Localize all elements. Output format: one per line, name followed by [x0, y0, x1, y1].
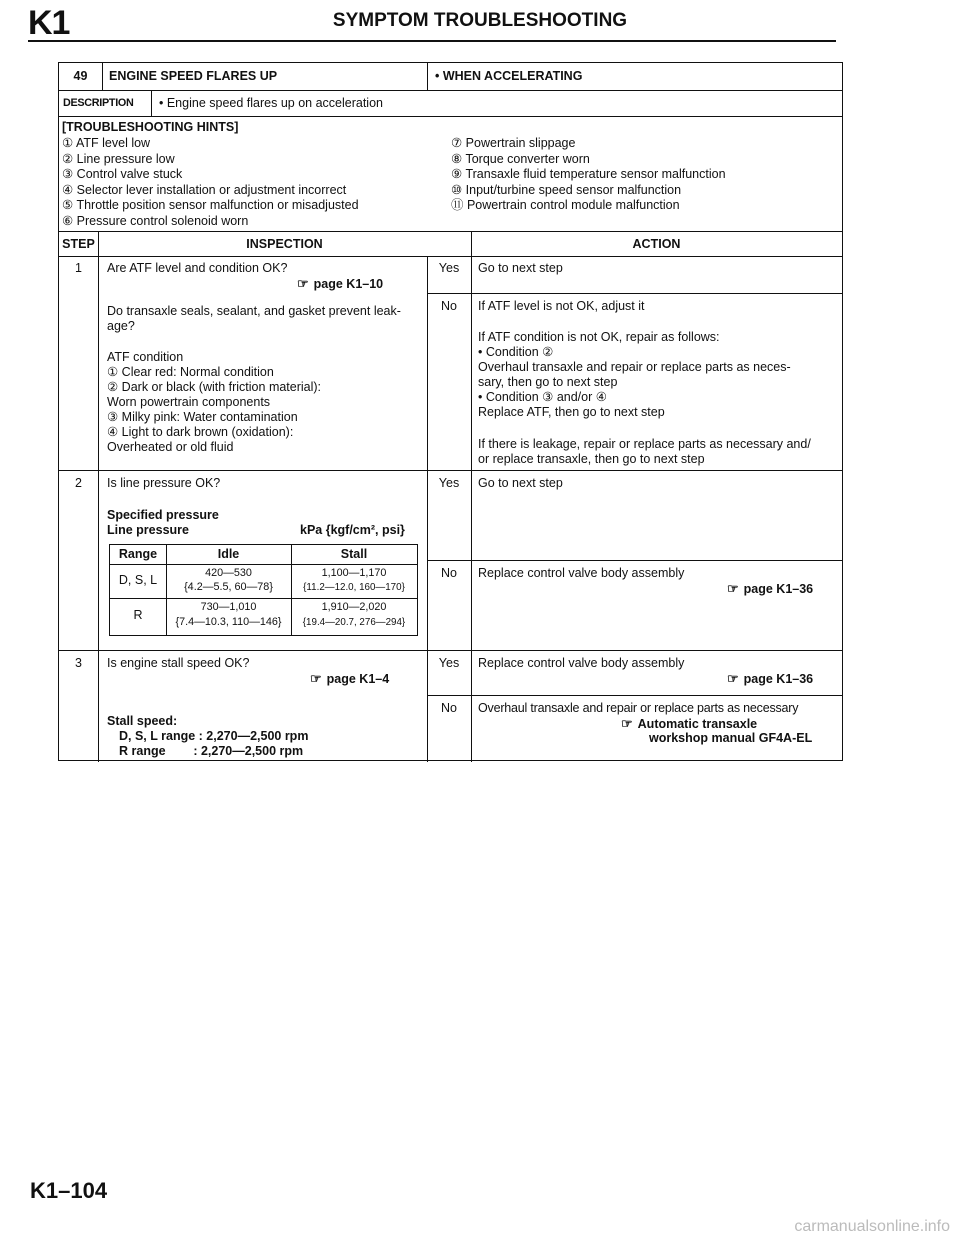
step1-no-action: If there is leakage, repair or replace parts as necessary and/ [478, 437, 811, 451]
atf-condition-item: ④ Light to dark brown (oxidation): [107, 425, 294, 439]
divider [427, 560, 842, 561]
no-label: No [441, 701, 457, 715]
yes-label: Yes [438, 261, 460, 275]
pressure-header-stall: Stall [340, 547, 368, 561]
hints-title: [TROUBLESHOOTING HINTS] [62, 120, 239, 134]
divider [102, 63, 103, 90]
header-inspection: INSPECTION [246, 237, 323, 251]
divider [59, 256, 842, 257]
symptom-name: ENGINE SPEED FLARES UP [109, 69, 278, 83]
hint-item: ⑪ Powertrain control module malfunction [451, 198, 680, 212]
divider [110, 564, 417, 565]
hint-item: ⑥ Pressure control solenoid worn [62, 213, 249, 228]
hint-item: ⑧ Torque converter worn [451, 151, 590, 166]
pressure-stall: 1,910—2,020 [321, 601, 387, 613]
step3-no-action: Overhaul transaxle and repair or replace parts as necessary [478, 701, 799, 715]
description-label: DESCRIPTION [63, 97, 134, 109]
step1-no-action: • Condition ② [478, 345, 554, 359]
hint-item: ② Line pressure low [62, 151, 175, 166]
divider [59, 90, 842, 91]
pressure-range: D, S, L [118, 573, 158, 587]
atf-condition-item: Worn powertrain components [107, 395, 271, 409]
page-number: K1–104 [30, 1178, 108, 1203]
step2-yes-action: Go to next step [478, 476, 563, 490]
step1-yes-action: Go to next step [478, 261, 563, 275]
divider [59, 470, 842, 471]
no-label: No [441, 299, 457, 313]
pressure-stall: {11.2—12.0, 160—170} [303, 582, 405, 593]
step1-no-action: Replace ATF, then go to next step [478, 405, 665, 419]
troubleshooting-table [58, 62, 843, 761]
step1-question: Are ATF level and condition OK? [107, 261, 288, 275]
pressure-header-range: Range [118, 547, 158, 561]
no-label: No [441, 566, 457, 580]
atf-condition-item: Overheated or old fluid [107, 440, 234, 454]
spec-title: Specified pressure [107, 508, 219, 522]
header-step: STEP [62, 237, 95, 251]
section-code: K1 [28, 4, 70, 42]
stall-line: D, S, L range : 2,270—2,500 rpm [119, 729, 309, 743]
header-action: ACTION [632, 237, 681, 251]
pressure-table [109, 544, 418, 636]
pressure-idle: 420—530 [205, 567, 252, 579]
pressure-stall: {19.4—20.7, 276—294} [302, 617, 406, 628]
spec-label: Line pressure [107, 523, 189, 537]
hint-item: ⑤ Throttle position sensor malfunction or misadjusted [62, 198, 359, 212]
spec-unit: kPa {kgf/cm², psi} [300, 523, 405, 537]
pressure-header-idle: Idle [217, 547, 240, 561]
divider [471, 256, 472, 762]
yes-label: Yes [438, 656, 460, 670]
stall-line: R range : 2,270—2,500 rpm [119, 744, 304, 758]
hint-item: ③ Control valve stuck [62, 167, 183, 181]
step1-page-ref: ☞ page K1–10 [297, 276, 383, 292]
step2-question: Is line pressure OK? [107, 476, 221, 490]
divider [110, 598, 417, 599]
symptom-number: 49 [73, 69, 88, 83]
watermark: carmanualsonline.info [794, 1218, 950, 1235]
step3-page-ref: ☞ page K1–4 [310, 671, 389, 687]
step1-no-action: sary, then go to next step [478, 375, 618, 389]
atf-condition-item: ③ Milky pink: Water contamination [107, 410, 298, 424]
symptom-condition: • WHEN ACCELERATING [435, 69, 583, 83]
divider [427, 695, 842, 696]
step3-yes-page-ref: ☞ page K1–36 [727, 671, 813, 687]
hint-item: ⑦ Powertrain slippage [451, 136, 576, 150]
step1-no-action: If ATF level is not OK, adjust it [478, 299, 645, 313]
page-title: SYMPTOM TROUBLESHOOTING [332, 10, 628, 31]
step1-no-action: or replace transaxle, then go to next step [478, 452, 705, 466]
step1-no-action: • Condition ③ and/or ④ [478, 390, 607, 404]
header-rule [28, 40, 836, 42]
step2-no-page-ref: ☞ page K1–36 [727, 581, 813, 597]
stall-title: Stall speed: [107, 714, 178, 728]
step1-no-action: Overhaul transaxle and repair or replace parts as neces- [478, 360, 791, 374]
step3-no-ref: ☞ Automatic transaxle [621, 716, 757, 732]
hint-item: ⑩ Input/turbine speed sensor malfunction [451, 182, 682, 197]
step3-no-ref: workshop manual GF4A-EL [649, 731, 813, 745]
pressure-range: R [133, 608, 143, 622]
hint-item: ① ATF level low [62, 136, 151, 150]
divider [427, 293, 842, 294]
divider [151, 90, 152, 116]
divider [59, 231, 842, 232]
step1-leak-question: age? [107, 319, 135, 333]
step2-no-action: Replace control valve body assembly [478, 566, 685, 580]
step3-question: Is engine stall speed OK? [107, 656, 250, 670]
atf-condition-title: ATF condition [107, 350, 184, 364]
step-number: 2 [75, 476, 82, 490]
pressure-idle: 730—1,010 [200, 601, 257, 613]
description-text: • Engine speed flares up on acceleration [159, 96, 383, 110]
atf-condition-item: ① Clear red: Normal condition [107, 365, 274, 379]
step-number: 1 [75, 261, 82, 275]
divider [98, 231, 99, 762]
yes-label: Yes [438, 476, 460, 490]
hint-item: ⑨ Transaxle fluid temperature sensor malfunction [451, 167, 726, 181]
divider [59, 650, 842, 651]
divider [427, 256, 428, 762]
hint-item: ④ Selector lever installation or adjustment incorrect [62, 182, 347, 197]
divider [59, 116, 842, 117]
pressure-idle: {7.4—10.3, 110—146} [175, 616, 282, 628]
step3-yes-action: Replace control valve body assembly [478, 656, 685, 670]
atf-condition-item: ② Dark or black (with friction material): [107, 380, 322, 394]
step-number: 3 [75, 656, 82, 670]
pressure-stall: 1,100—1,170 [321, 567, 387, 579]
step1-leak-question: Do transaxle seals, sealant, and gasket prevent leak- [107, 304, 401, 318]
divider [427, 63, 428, 90]
pressure-idle: {4.2—5.5, 60—78} [184, 581, 273, 593]
step1-no-action: If ATF condition is not OK, repair as follows: [478, 330, 720, 344]
